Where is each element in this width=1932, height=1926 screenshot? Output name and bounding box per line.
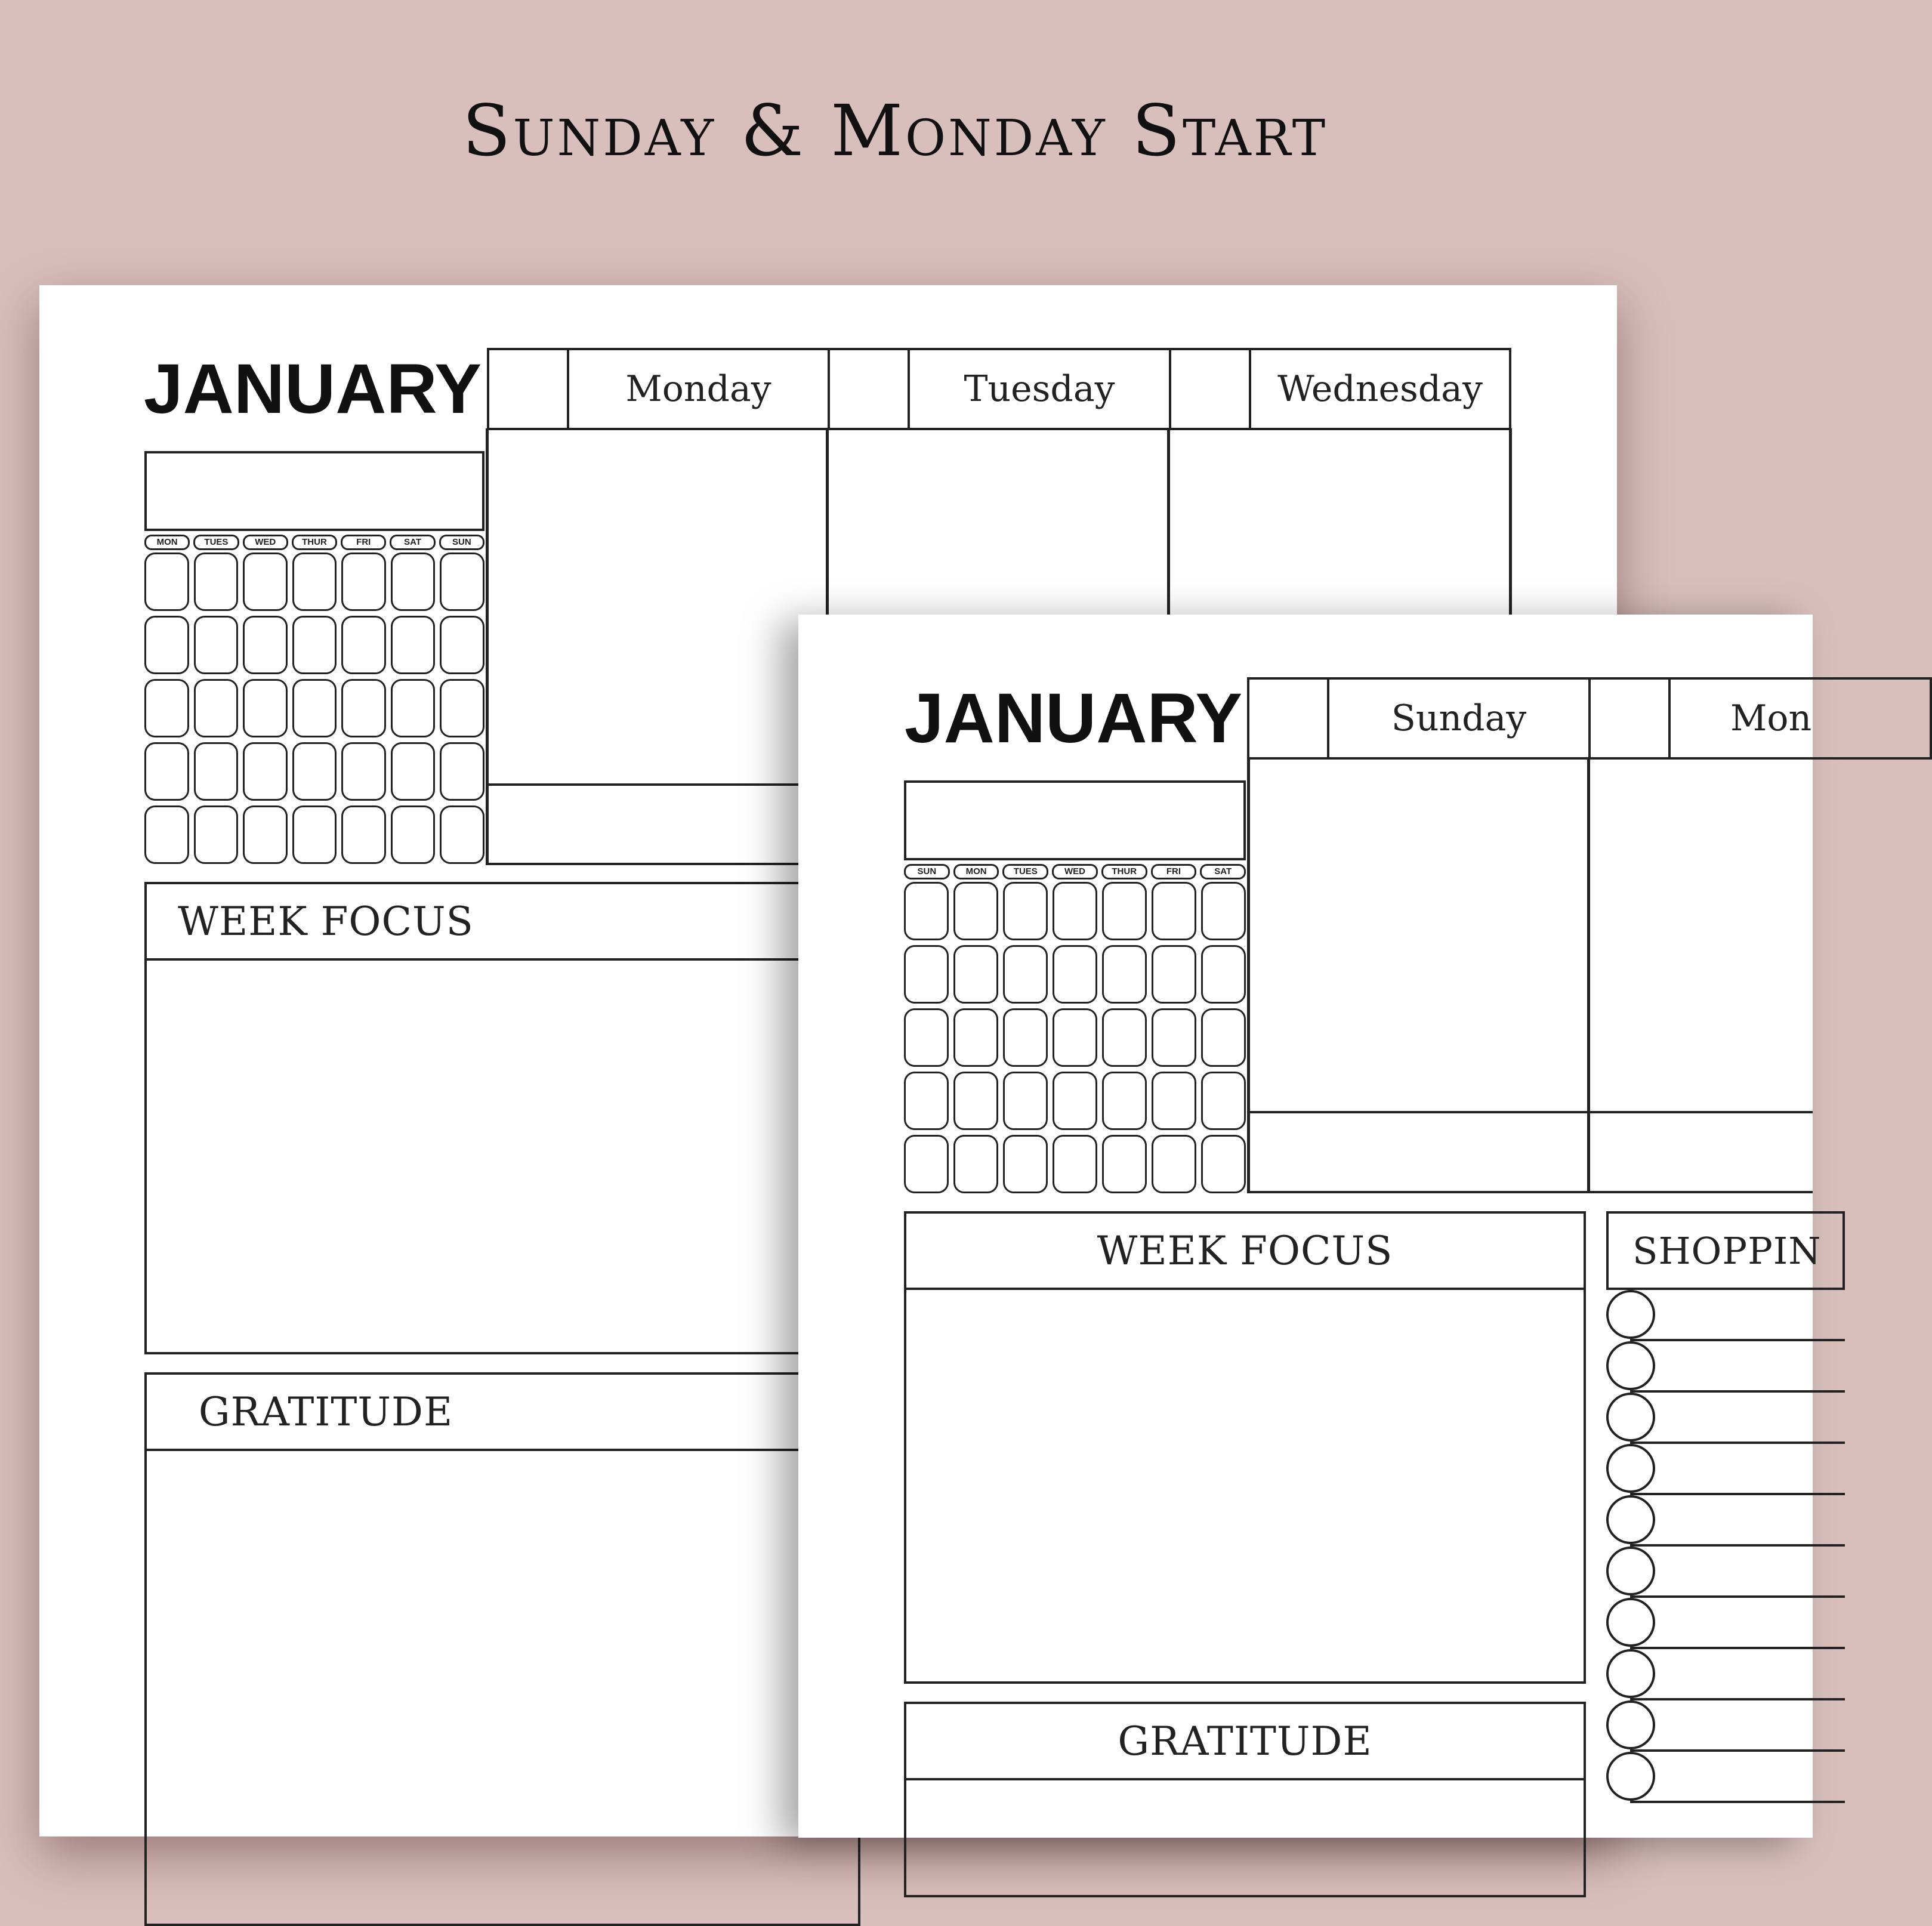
week-focus-title: WEEK FOCUS: [178, 898, 474, 945]
calendar-cell[interactable]: [144, 742, 189, 801]
checkbox-circle[interactable]: [1606, 1649, 1655, 1698]
calendar-cell[interactable]: [194, 553, 239, 611]
calendar-cell[interactable]: [1053, 945, 1097, 1004]
shopping-title: SHOPPIN: [1632, 1229, 1822, 1273]
calendar-cell[interactable]: [1102, 1072, 1147, 1130]
calendar-cell[interactable]: [1102, 1008, 1147, 1067]
gratitude-title: GRATITUDE: [198, 1388, 453, 1435]
calendar-cell[interactable]: [1003, 945, 1048, 1004]
calendar-cell[interactable]: [1102, 945, 1147, 1004]
shopping-list-item[interactable]: [1606, 1444, 1845, 1495]
calendar-cell[interactable]: [391, 679, 436, 737]
mini-calendar-grid: [144, 553, 484, 864]
calendar-cell[interactable]: [953, 1008, 998, 1067]
weekday-label: TUES: [193, 535, 239, 550]
shopping-list-item[interactable]: [1606, 1547, 1845, 1598]
calendar-cell[interactable]: [1053, 1135, 1097, 1193]
month-notes-box[interactable]: [144, 451, 484, 531]
calendar-cell[interactable]: [144, 679, 189, 737]
day-label: Sunday: [1391, 697, 1527, 739]
shopping-list: [1606, 1290, 1845, 1839]
shopping-header: [1606, 1211, 1845, 1290]
weekday-label: SUN: [904, 864, 950, 879]
day-label: Monday: [625, 368, 771, 410]
calendar-cell[interactable]: [194, 679, 239, 737]
weekday-label: THUR: [1101, 864, 1147, 879]
checkbox-circle[interactable]: [1606, 1495, 1655, 1544]
weekday-label: SUN: [439, 535, 484, 550]
week-focus-header: [144, 882, 860, 961]
weekday-label: SAT: [1200, 864, 1246, 879]
week-focus-box[interactable]: [144, 958, 860, 1354]
calendar-cell[interactable]: [292, 742, 337, 801]
calendar-cell[interactable]: [144, 616, 189, 674]
calendar-cell[interactable]: [1003, 1072, 1048, 1130]
day-header-tuesday: [828, 348, 1171, 430]
calendar-cell[interactable]: [243, 616, 288, 674]
calendar-cell[interactable]: [953, 945, 998, 1004]
shopping-list-item[interactable]: [1606, 1752, 1845, 1803]
calendar-cell[interactable]: [341, 616, 386, 674]
checkbox-circle[interactable]: [1606, 1444, 1655, 1493]
planner-page-sunday-start: [798, 615, 1822, 1838]
calendar-cell[interactable]: [391, 553, 436, 611]
mini-calendar-grid: [904, 882, 1246, 1193]
gratitude-box[interactable]: [904, 1778, 1586, 1897]
column-divider: [1247, 758, 1250, 1193]
calendar-cell[interactable]: [1201, 1072, 1246, 1130]
date-box[interactable]: [489, 350, 569, 428]
calendar-cell[interactable]: [1152, 882, 1196, 940]
calendar-cell[interactable]: [243, 679, 288, 737]
calendar-cell[interactable]: [194, 805, 239, 864]
calendar-cell[interactable]: [292, 616, 337, 674]
calendar-cell[interactable]: [1053, 1008, 1097, 1067]
date-box[interactable]: [830, 350, 910, 428]
banner-title: Sunday & Monday Start: [462, 89, 1328, 172]
checkbox-circle[interactable]: [1606, 1598, 1655, 1647]
weekday-label: WED: [1052, 864, 1098, 879]
day-header-wednesday: [1169, 348, 1511, 430]
shopping-list-item[interactable]: [1606, 1649, 1845, 1700]
calendar-cell[interactable]: [1152, 1135, 1196, 1193]
calendar-cell[interactable]: [1102, 1135, 1147, 1193]
weekday-label: TUES: [1002, 864, 1048, 879]
shopping-line: [1630, 1801, 1845, 1803]
calendar-cell[interactable]: [904, 1008, 949, 1067]
weekday-label: THUR: [292, 535, 337, 550]
calendar-cell[interactable]: [1003, 1135, 1048, 1193]
calendar-cell[interactable]: [1152, 945, 1196, 1004]
shopping-list-item[interactable]: [1606, 1393, 1845, 1444]
week-focus-box[interactable]: [904, 1288, 1586, 1684]
calendar-cell[interactable]: [391, 742, 436, 801]
mini-calendar-weekdays: [144, 535, 484, 550]
calendar-cell[interactable]: [953, 882, 998, 940]
week-focus-title: WEEK FOCUS: [1097, 1227, 1393, 1274]
checkbox-circle[interactable]: [1606, 1752, 1655, 1801]
day-notes-divider: [1247, 1111, 1813, 1113]
month-title: JANUARY: [144, 350, 482, 428]
calendar-cell[interactable]: [440, 616, 484, 674]
checkbox-circle[interactable]: [1606, 1341, 1655, 1390]
calendar-cell[interactable]: [1152, 1072, 1196, 1130]
calendar-cell[interactable]: [1053, 1072, 1097, 1130]
day-bottom-line: [1247, 1191, 1813, 1193]
calendar-cell[interactable]: [391, 805, 436, 864]
weekday-label: WED: [243, 535, 288, 550]
calendar-cell[interactable]: [341, 805, 386, 864]
checkbox-circle[interactable]: [1606, 1290, 1655, 1339]
calendar-cell[interactable]: [391, 616, 436, 674]
calendar-cell[interactable]: [1003, 882, 1048, 940]
calendar-cell[interactable]: [440, 553, 484, 611]
calendar-cell[interactable]: [904, 1072, 949, 1130]
calendar-cell[interactable]: [440, 679, 484, 737]
calendar-cell[interactable]: [341, 679, 386, 737]
calendar-cell[interactable]: [904, 882, 949, 940]
calendar-cell[interactable]: [1201, 882, 1246, 940]
calendar-cell[interactable]: [953, 1072, 998, 1130]
mini-calendar-weekdays: [904, 864, 1246, 879]
calendar-cell[interactable]: [292, 805, 337, 864]
day-header-monday: [487, 348, 830, 430]
shopping-list-item[interactable]: [1606, 1341, 1845, 1393]
calendar-cell[interactable]: [440, 742, 484, 801]
day-notes-divider: [486, 783, 826, 786]
calendar-cell[interactable]: [1003, 1008, 1048, 1067]
day-label: Tuesday: [964, 368, 1115, 410]
calendar-cell[interactable]: [341, 553, 386, 611]
calendar-cell[interactable]: [953, 1135, 998, 1193]
checkbox-circle[interactable]: [1606, 1700, 1655, 1749]
calendar-cell[interactable]: [194, 742, 239, 801]
calendar-cell[interactable]: [243, 742, 288, 801]
shopping-list-item[interactable]: [1606, 1495, 1845, 1547]
calendar-cell[interactable]: [144, 805, 189, 864]
day-bottom-line: [486, 863, 826, 865]
calendar-cell[interactable]: [904, 945, 949, 1004]
day-header-sunday: [1247, 677, 1591, 760]
weekday-label: MON: [953, 864, 999, 879]
calendar-cell[interactable]: [144, 553, 189, 611]
gratitude-header: [904, 1702, 1586, 1780]
date-box[interactable]: [1171, 350, 1251, 428]
calendar-cell[interactable]: [1152, 1008, 1196, 1067]
calendar-cell[interactable]: [194, 616, 239, 674]
gratitude-header: [144, 1372, 860, 1451]
weekday-label: FRI: [341, 535, 386, 550]
calendar-cell[interactable]: [904, 1135, 949, 1193]
weekday-label: SAT: [390, 535, 435, 550]
column-divider: [1587, 758, 1590, 1193]
gratitude-box[interactable]: [144, 1449, 860, 1926]
day-label: Wednesday: [1277, 368, 1483, 410]
calendar-cell[interactable]: [292, 553, 337, 611]
day-header-monday: [1588, 677, 1932, 760]
shopping-list-item[interactable]: [1606, 1700, 1845, 1752]
month-title: JANUARY: [905, 679, 1243, 758]
date-box[interactable]: [1249, 680, 1329, 757]
weekday-label: FRI: [1151, 864, 1197, 879]
calendar-cell[interactable]: [1201, 1135, 1246, 1193]
calendar-cell[interactable]: [1201, 945, 1246, 1004]
calendar-cell[interactable]: [243, 805, 288, 864]
shopping-list-item[interactable]: [1606, 1290, 1845, 1341]
calendar-cell[interactable]: [1053, 882, 1097, 940]
week-focus-header: [904, 1211, 1586, 1290]
day-label: Mon: [1730, 697, 1812, 739]
checkbox-circle[interactable]: [1606, 1393, 1655, 1442]
gratitude-title: GRATITUDE: [1118, 1718, 1372, 1764]
checkbox-circle[interactable]: [1606, 1547, 1655, 1595]
month-notes-box[interactable]: [904, 780, 1246, 860]
shopping-list-item[interactable]: [1606, 1598, 1845, 1649]
calendar-cell[interactable]: [1201, 1008, 1246, 1067]
calendar-cell[interactable]: [292, 679, 337, 737]
column-divider: [486, 428, 489, 864]
calendar-cell[interactable]: [1102, 882, 1147, 940]
weekday-label: MON: [144, 535, 190, 550]
date-box[interactable]: [1591, 680, 1671, 757]
calendar-cell[interactable]: [341, 742, 386, 801]
calendar-cell[interactable]: [243, 553, 288, 611]
calendar-cell[interactable]: [440, 805, 484, 864]
